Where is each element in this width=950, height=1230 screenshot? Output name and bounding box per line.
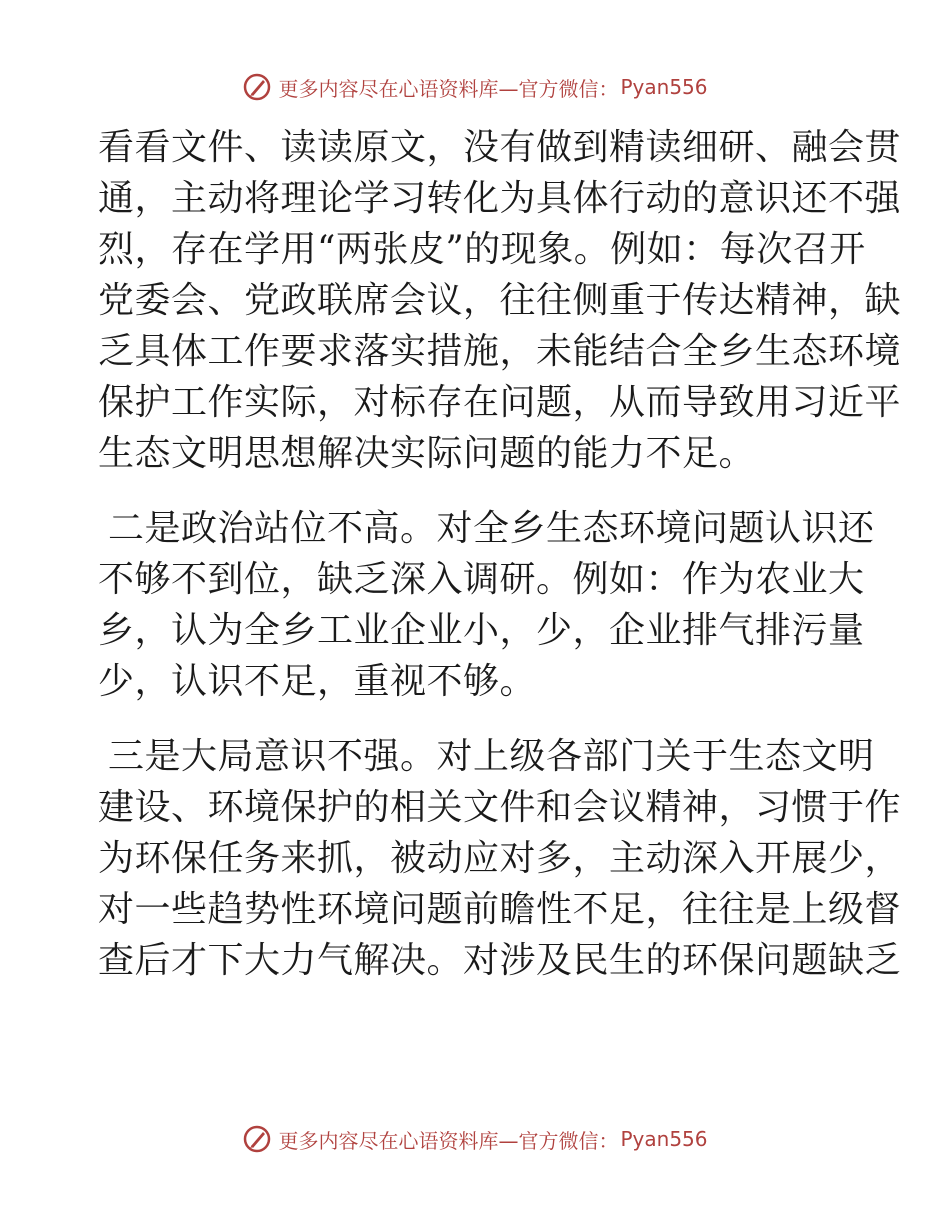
footer-banner <box>0 1124 950 1154</box>
header-banner <box>0 72 950 102</box>
text-line: 生态文明思想解决实际问题的能力不足。 <box>98 433 756 474</box>
text-line: 通，主动将理论学习转化为具体行动的意识还不强 <box>98 178 902 219</box>
banner-text: 更多内容尽在心语资料库—官方微信： <box>278 76 619 101</box>
text-line: 二是政治站位不高。对全乡生态环境问题认识还 <box>108 508 875 549</box>
text-line: 看看文件、读读原文，没有做到精读细研、融会贯 <box>98 127 902 168</box>
paragraph-3 <box>98 731 902 986</box>
paragraph-2 <box>98 503 875 707</box>
banner-text: 更多内容尽在心语资料库—官方微信： <box>278 1128 619 1153</box>
paragraph-1 <box>98 122 902 479</box>
banner-wechat-id: Pyan556 <box>620 1127 708 1151</box>
quill-pen-icon <box>242 1124 272 1154</box>
text-line: 党委会、党政联席会议，往往侧重于传达精神，缺 <box>98 280 902 321</box>
text-line: 烈，存在学用“两张皮”的现象。例如：每次召开 <box>98 229 866 270</box>
text-line: 建设、环境保护的相关文件和会议精神，习惯于作 <box>98 787 902 828</box>
quill-pen-icon <box>242 72 272 102</box>
text-line: 不够不到位，缺乏深入调研。例如：作为农业大 <box>98 559 865 600</box>
text-line: 少，认识不足，重视不够。 <box>98 661 537 702</box>
document-body <box>98 122 902 986</box>
text-line: 为环保任务来抓，被动应对多，主动深入开展少， <box>98 838 902 879</box>
text-line: 三是大局意识不强。对上级各部门关于生态文明 <box>108 736 875 777</box>
text-line: 乡，认为全乡工业企业小，少，企业排气排污量 <box>98 610 865 651</box>
banner-wechat-id: Pyan556 <box>620 75 708 99</box>
text-line: 乏具体工作要求落实措施，未能结合全乡生态环境 <box>98 331 902 372</box>
text-line: 查后才下大力气解决。对涉及民生的环保问题缺乏 <box>98 940 902 981</box>
text-line: 保护工作实际，对标存在问题，从而导致用习近平 <box>98 382 902 423</box>
text-line: 对一些趋势性环境问题前瞻性不足，往往是上级督 <box>98 889 902 930</box>
